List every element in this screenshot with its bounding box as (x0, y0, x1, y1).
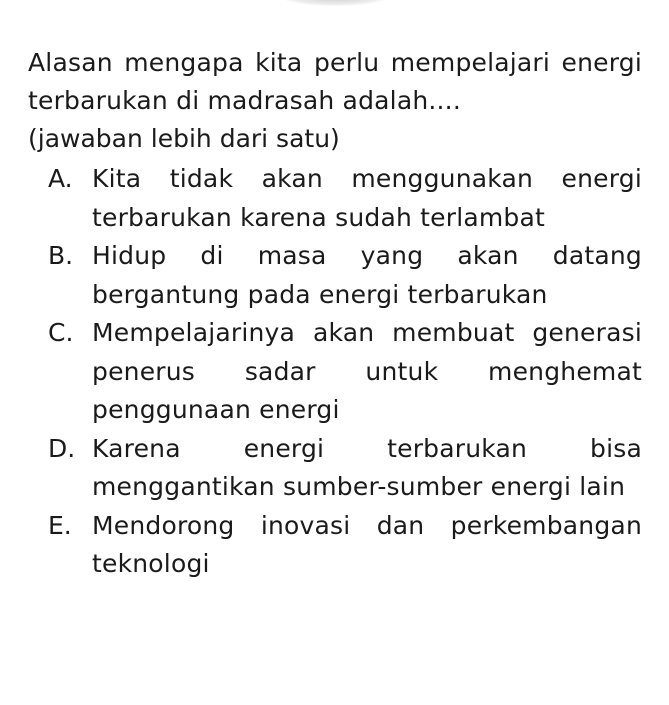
option-text: Mendorong inovasi dan perkembangan teknologi (92, 510, 642, 578)
option-letter: A. (48, 164, 73, 193)
option-d[interactable] (48, 430, 642, 507)
question-text: Alasan mengapa kita perlu mempelajari energi terbarukan di madrasah adalah.... (28, 48, 642, 115)
option-letter: B. (48, 241, 74, 270)
option-text: Karena energi terbarukan bisa menggantikan sumber-sumber energi lain (92, 433, 642, 501)
question-note: (jawaban lebih dari satu) (28, 124, 340, 153)
option-e[interactable] (48, 507, 642, 584)
option-letter: D. (48, 433, 76, 463)
answer-options (48, 160, 642, 584)
option-text: Hidup di masa yang akan datang bergantung pada energi terbarukan (92, 241, 642, 309)
top-shadow (280, 0, 390, 6)
option-a[interactable] (48, 160, 642, 237)
option-c[interactable] (48, 314, 642, 430)
option-text: Kita tidak akan menggunakan energi terbarukan karena sudah terlambat (92, 164, 642, 232)
option-letter: C. (48, 318, 74, 347)
option-text: Mempelajarinya akan membuat generasi penerus sadar untuk menghemat penggunaan energi (92, 318, 642, 424)
option-letter: E. (48, 510, 72, 540)
option-b[interactable] (48, 237, 642, 314)
